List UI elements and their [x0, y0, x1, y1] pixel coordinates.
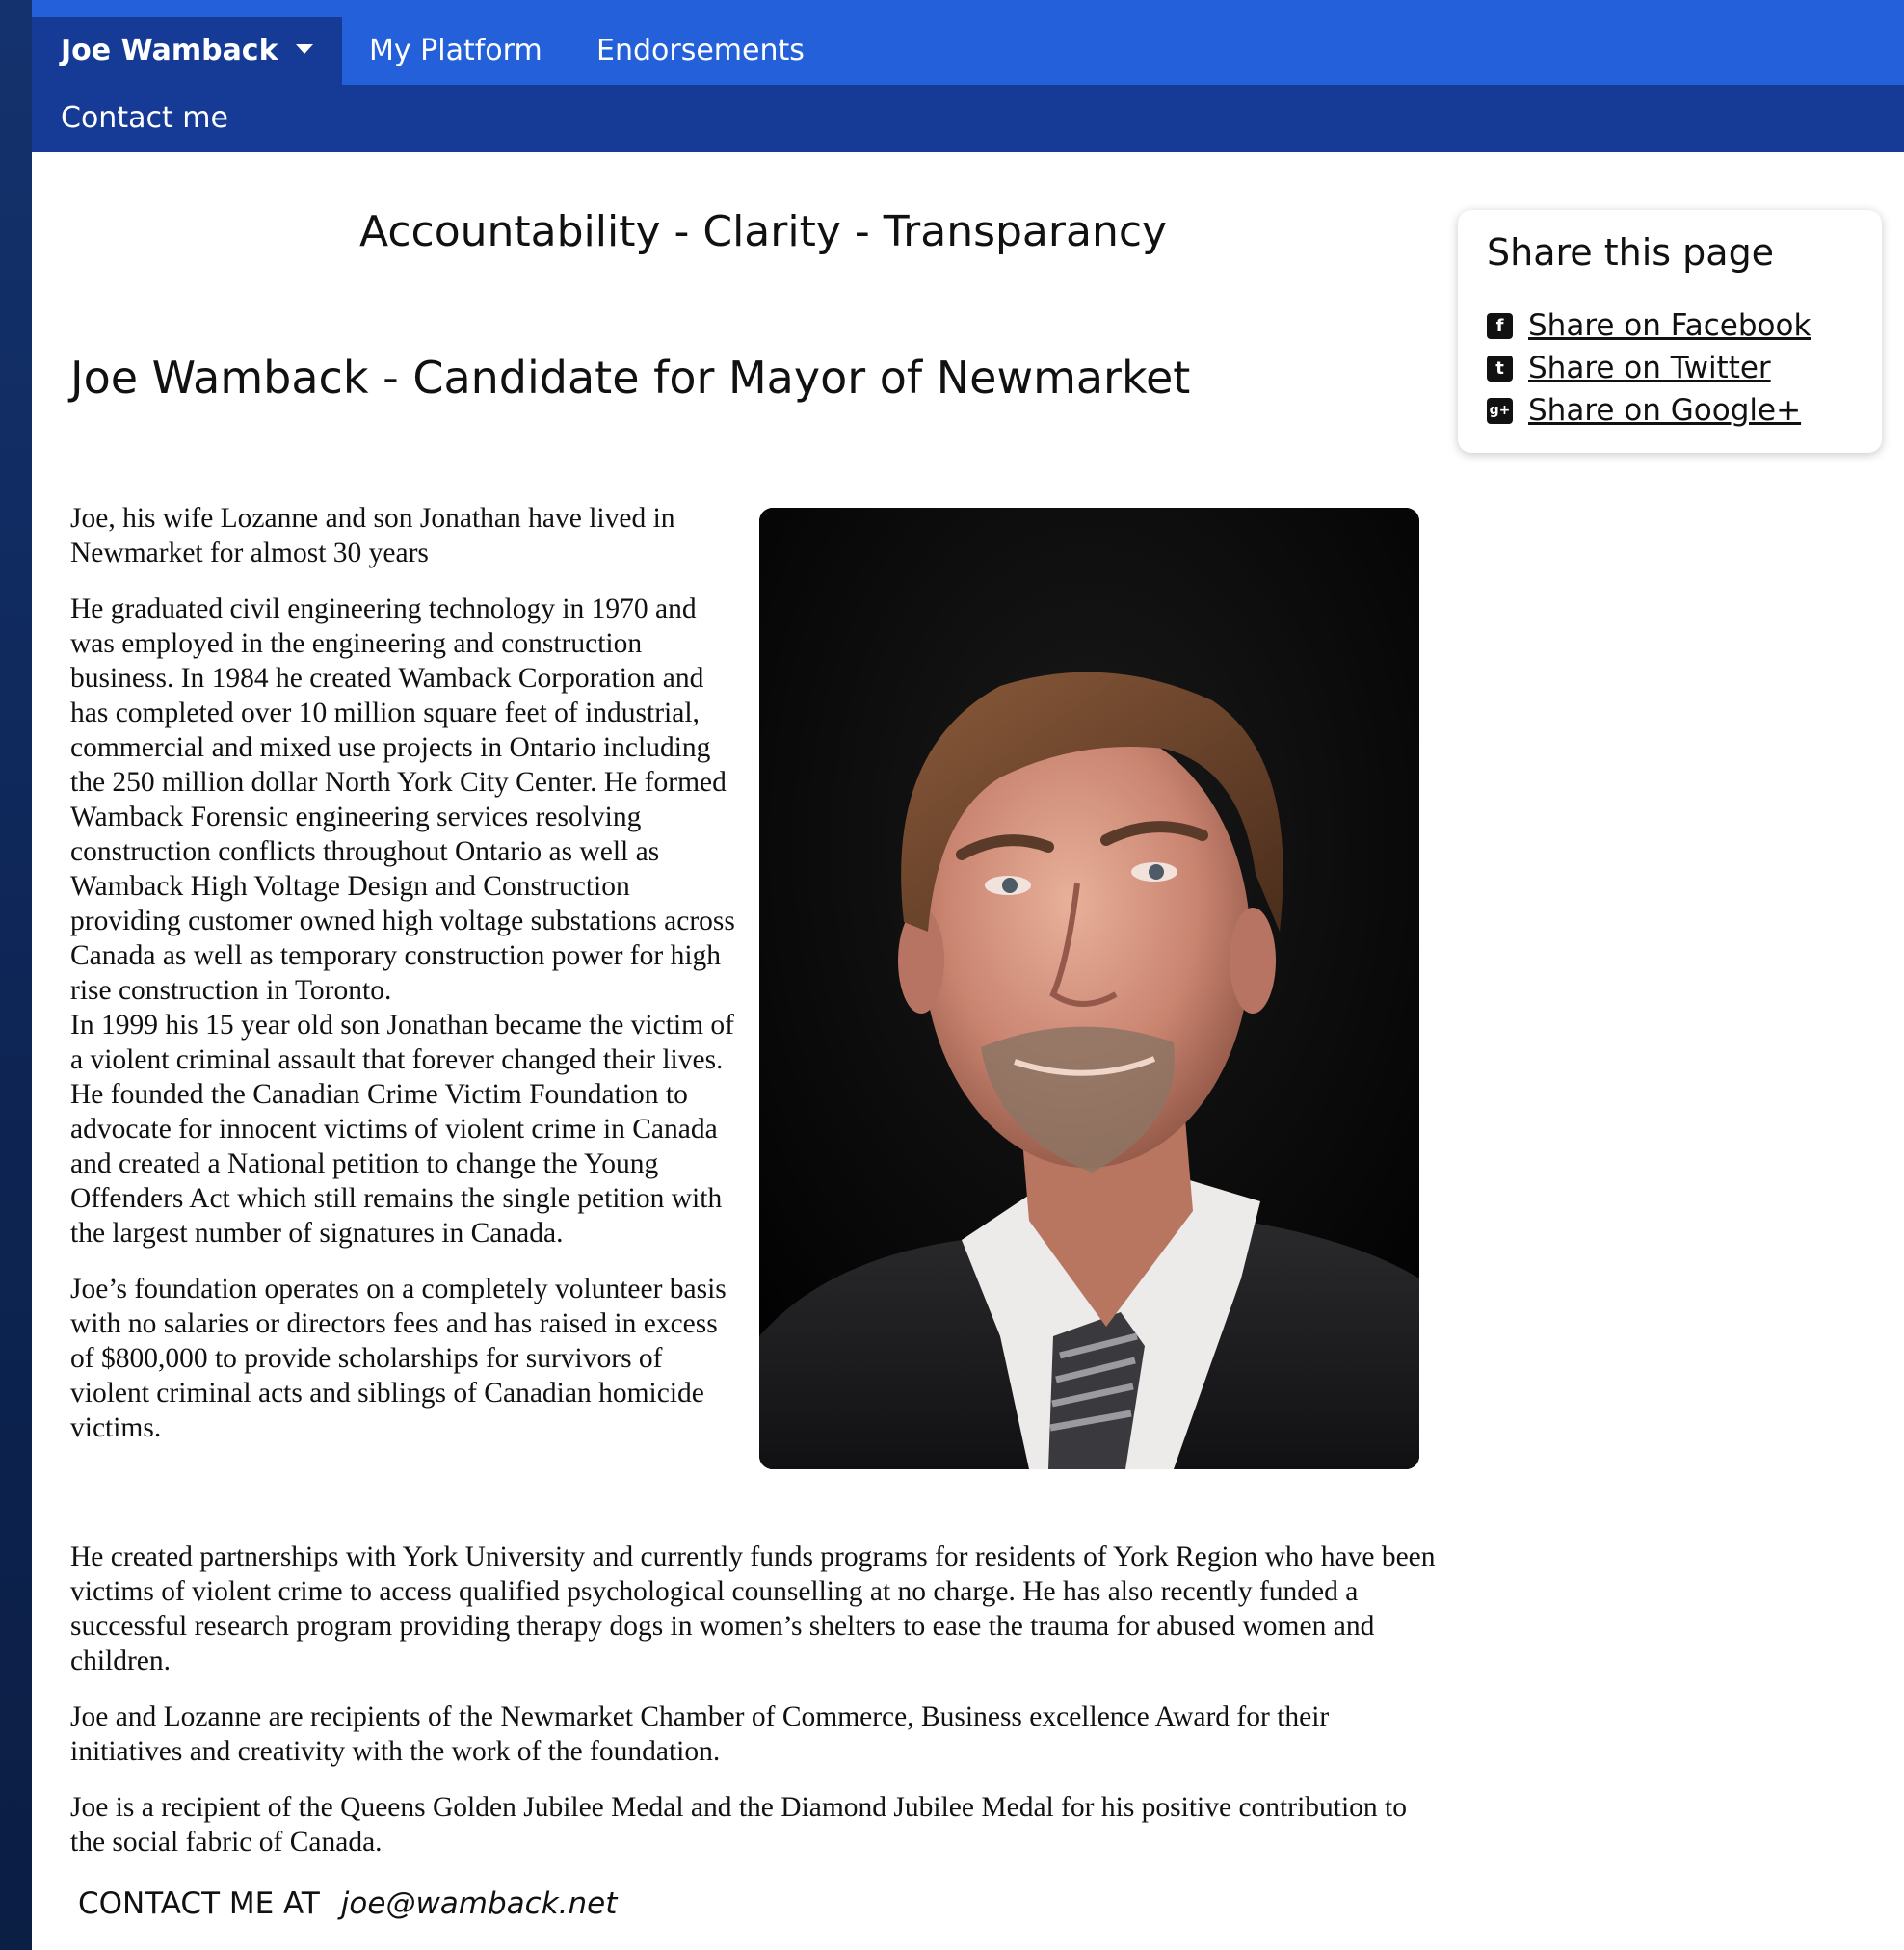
nav-item-contact-me[interactable]: Contact me: [61, 101, 228, 135]
share-title: Share this page: [1487, 231, 1775, 274]
candidate-portrait-photo: [759, 508, 1419, 1469]
share-twitter-link[interactable]: [1487, 349, 1771, 387]
page-title: Joe Wamback - Candidate for Mayor of Newmarket: [70, 352, 1191, 404]
facebook-icon: f: [1487, 313, 1513, 339]
bio-full-width: [70, 1540, 1439, 1881]
nav-item-label: My Platform: [369, 34, 542, 67]
caret-down-icon: [296, 44, 313, 54]
nav-item-endorsements[interactable]: [596, 17, 805, 85]
bio-paragraph: He created partnerships with York University and currently funds programs for residents of York Region who have been victims of violent crime to access qualified psychological counselling at no charge. He has also recently funded a successful research program providing therapy dogs in women’s shelters to ease the trauma for abused women and children.: [70, 1542, 1436, 1676]
contact-label: CONTACT ME AT: [78, 1886, 320, 1921]
nav-item-label: Endorsements: [596, 34, 805, 67]
bio-paragraph: Joe is a recipient of the Queens Golden Jubilee Medal and the Diamond Jubilee Medal for his positive contribution to the social fabric of Canada.: [70, 1792, 1407, 1858]
page: [32, 0, 1904, 1950]
share-card: [1458, 210, 1882, 453]
bio-paragraph: Joe’s foundation operates on a completely volunteer basis with no salaries or directors fees and has raised in excess of $800,000 to provide scholarships for survivors of violent criminal acts and siblings of Canadian homicide victims.: [70, 1274, 727, 1443]
google-plus-icon: g+: [1487, 398, 1513, 424]
secondary-nav: [32, 85, 1904, 152]
bio-paragraph: Joe, his wife Lozanne and son Jonathan have lived in Newmarket for almost 30 years: [70, 503, 675, 568]
bio-paragraph: Joe and Lozanne are recipients of the Newmarket Chamber of Commerce, Business excellence Award for their initiatives and creativity with the work of the foundation.: [70, 1701, 1330, 1767]
bio-paragraph: In 1999 his 15 year old son Jonathan became the victim of a violent criminal assault that forever changed their lives. He founded the Canadian Crime Victim Foundation to advocate for innocent victims of violent crime in Canada and created a National petition to change the Young Offenders Act which still remains the single petition with the largest number of signatures in Canada.: [70, 1010, 734, 1249]
share-google-plus-link[interactable]: [1487, 391, 1801, 430]
share-twitter-label[interactable]: Share on Twitter: [1528, 351, 1771, 385]
nav-item-my-platform[interactable]: [369, 17, 542, 85]
twitter-icon: t: [1487, 356, 1513, 382]
nav-item-label: Joe Wamback: [61, 34, 278, 67]
bio-paragraph: He graduated civil engineering technology in 1970 and was employed in the engineering and construction business. In 1984 he created Wamback Corporation and has completed over 10 million square feet of industrial, commercial and mixed use projects in Ontario including the 250 million dollar North York City Center. He formed Wamback Forensic engineering services resolving construction conflicts throughout Ontario as well as Wamback High Voltage Design and Construction providing customer owned high voltage substations across Canada as well as temporary construction power for high rise construction in Toronto.: [70, 593, 735, 1006]
share-facebook-link[interactable]: [1487, 306, 1811, 345]
motto-heading: Accountability - Clarity - Transparancy: [359, 207, 1168, 256]
nav-item-home-dropdown[interactable]: [32, 17, 342, 85]
share-facebook-label[interactable]: Share on Facebook: [1528, 308, 1811, 343]
bio-column: [70, 501, 735, 1466]
left-background-rail: [0, 0, 32, 1950]
share-google-plus-label[interactable]: Share on Google+: [1528, 393, 1802, 428]
main-nav: [32, 0, 1904, 85]
contact-line: [78, 1886, 617, 1921]
contact-email[interactable]: joe@wamback.net: [340, 1886, 618, 1921]
